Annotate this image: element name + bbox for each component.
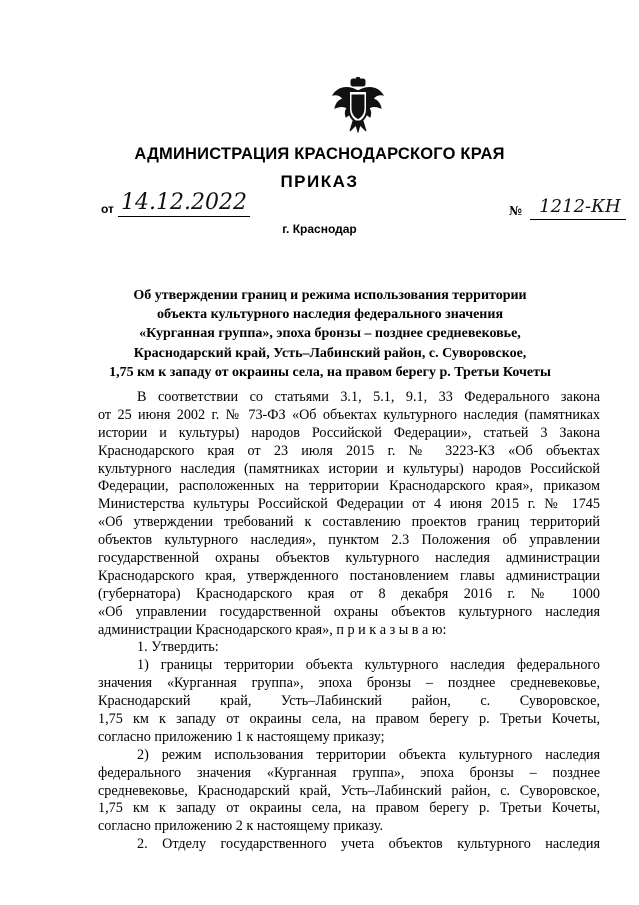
date-label: от	[101, 202, 114, 216]
body-line: 1) границы территории объекта культурного наследия федерального	[137, 657, 600, 674]
body-line: Краснодарского края, утвержденного постановлением главы администрации	[98, 567, 600, 584]
body-line: истории и культуры) народов Российской Федерации», статьей 3 Закона	[98, 424, 600, 441]
date-underline	[118, 216, 250, 217]
body-line: значения «Курганная группа», эпоха бронзы – позднее средневековье,	[98, 675, 600, 692]
title-line: Об утверждении границ и режима использования территории	[133, 288, 527, 303]
organization-name: АДМИНИСТРАЦИЯ КРАСНОДАРСКОГО КРАЯ	[134, 145, 505, 163]
body-line: средневековье, Краснодарский край, Усть–Лабинский район, с. Суворовское,	[98, 782, 600, 799]
body-line: 1,75 км к западу от окраины села, на правом берегу р. Третьи Кочеты,	[98, 800, 600, 817]
body-line: Краснодарский край, Усть–Лабинский район, с. Суворовское,	[98, 693, 600, 710]
body-line: Министерства культуры Российской Федерации от 4 июня 2015 г. № 1745	[98, 496, 600, 513]
number-underline	[530, 219, 626, 220]
body-line: В соответствии со статьями 3.1, 5.1, 9.1, 33 Федерального закона	[137, 389, 600, 405]
number-label: №	[509, 204, 523, 218]
document-title	[80, 286, 580, 382]
krasnodar-coat-of-arms-emblem	[332, 77, 384, 133]
body-line: федерального значения «Курганная группа», эпоха бронзы – позднее	[98, 764, 600, 781]
body-line: «Об утверждении требований к составлению проектов границ территорий	[98, 514, 600, 531]
body-line: согласно приложению 1 к настоящему приказу;	[98, 728, 385, 745]
body-line: «Об управлении государственной охраны объектов культурного наследия	[98, 603, 600, 620]
title-line: Краснодарский край, Усть–Лабинский район, с. Суворовское,	[133, 345, 527, 361]
body-line: Краснодарского края от 23 июля 2015 г. № 3223-КЗ «Об объектах	[98, 442, 600, 459]
body-line: 1,75 км к западу от окраины села, на правом берегу р. Третьи Кочеты,	[98, 711, 600, 728]
body-line: государственной охраны объектов культурного наследия администрации	[98, 550, 600, 567]
body-line: Федерации, расположенных на территории Краснодарского края», приказом	[98, 478, 600, 495]
body-line: культурного наследия (памятниках истории и культуры) народов Российской	[98, 460, 600, 477]
title-line: объекта культурного наследия федерального значения	[156, 307, 504, 323]
city: г. Краснодар	[282, 222, 357, 236]
handwritten-number: 1212-КН	[539, 196, 621, 217]
body-line: (губернатора) Краснодарского края от 8 декабря 2016 г. № 1000	[98, 585, 600, 602]
body-line: от 25 июня 2002 г. № 73-ФЗ «Об объектах культурного наследия (памятниках	[98, 406, 600, 423]
handwritten-date: 14.12.2022	[121, 190, 247, 215]
title-line: 1,75 км к западу от окраины села, на правом берегу р. Третьи Кочеты	[109, 364, 551, 380]
body-line: 1. Утвердить:	[137, 639, 219, 656]
body-line: 2) режим использования территории объекта культурного наследия	[137, 746, 600, 763]
body-line: объектов культурного наследия», пунктом 2.3 Положения об управлении	[98, 532, 600, 549]
document-body	[98, 389, 600, 854]
document-type: ПРИКАЗ	[280, 172, 359, 191]
title-line: «Курганная группа», эпоха бронзы – позднее средневековье,	[139, 326, 521, 342]
body-line: администрации Краснодарского края», п р и к а з ы в а ю:	[98, 621, 447, 638]
body-line: 2. Отделу государственного учета объектов культурного наследия	[137, 836, 600, 853]
body-line: согласно приложению 2 к настоящему приказу.	[98, 818, 383, 835]
